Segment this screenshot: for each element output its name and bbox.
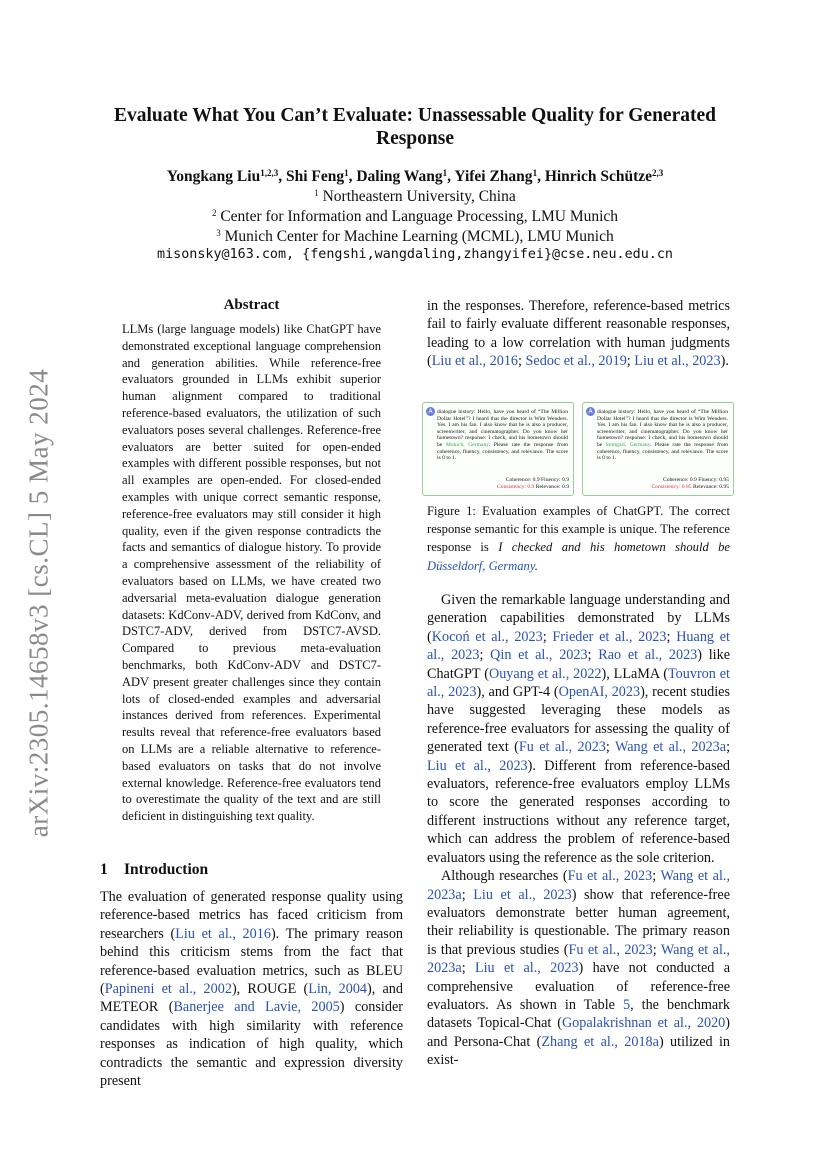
author-list: Yongkang Liu$^{1,2,3}$, Shi Feng$^1$, Daling Wang$^1$, Yifei Zhang$^1$, Hinrich Schütze$^{2,3}$ bbox=[166, 168, 664, 185]
figure-1-caption: Figure 1: Evaluation examples of ChatGPT. The correct response semantic for this example is unique. The reference response is I checked and his hometown should be Düsseldorf, Germany. bbox=[427, 504, 731, 573]
citation-link[interactable]: OpenAI, 2023 bbox=[558, 684, 641, 701]
abstract-heading: Abstract bbox=[223, 297, 280, 313]
intro-paragraph-1-continued: in the responses. Therefore, reference-based metrics fail to fairly evaluate different reasonable responses, leading to a low correlation with human judgments (Liu et al., 2016; Sedoc et al., 2019; Liu et al., 2023). bbox=[427, 298, 730, 370]
citation-link[interactable]: Liu et al., 2023 bbox=[473, 886, 572, 903]
affiliation-3: $^3$ Munich Center for Machine Learning (MCML), LMU Munich bbox=[216, 228, 614, 245]
panel-text: dialogue history: Hello, have you heard of “The Million Dollar Hotel”? I heard that the director is Wim Wenders. Yes. I am his fan. I also know that he is also a producer, screenwriter, and cinematographer. Do you know her hometown? response: I check, and his hometown should be Stuttgart, Germany. Please rate the response from coherence, fluency, consistency, and relevance. The score is 0 to 1. bbox=[597, 409, 728, 462]
citation-link[interactable]: Wang et al., 2023a bbox=[427, 941, 731, 977]
intro-paragraph-1: The evaluation of generated response quality using reference-based metrics has faced criticism from researchers (Liu et al., 2016). The primary reason behind this criticism stems from the fact that reference-based evaluation metrics, such as BLEU (Papineni et al., 2002), ROUGE (Lin, 2004), and METEOR (Banerjee and Lavie, 2005) consider candidates with high similarity with reference responses as indication of high quality, which contradicts the semantic and expression diversity present bbox=[100, 889, 404, 1090]
author-name: Yongkang Liu bbox=[166, 168, 261, 185]
citation-link[interactable]: Ouyang et al., 2022 bbox=[488, 665, 602, 682]
citation-link[interactable]: Rao et al., 2023 bbox=[598, 647, 698, 664]
citation-link[interactable]: Kocoń et al., 2023 bbox=[431, 628, 543, 645]
citation-link[interactable]: Qin et al., 2023 bbox=[490, 647, 588, 664]
abstract-body: LLMs (large language models) like ChatGPT have demonstrated exceptional language comprehension and generation abilities. While reference-free evaluators grounded in LLMs exhibit superior human alignment compared to traditional reference-based evaluators, the utilization of such evaluators poses several challenges. Reference-free evaluators are better suited for open-ended examples with different possible responses, but not all examples are open-ended. For closed-ended examples with unique correct semantic response, reference-free evaluators may still consider it high quality, even if the given response contradicts the facts and semantics of dialogue history. To provide a comprehensive assessment of the reliability of evaluators based on LLMs, we have created two adversarial meta-evaluation dialogue generation datasets: KdConv-ADV, derived from KdConv, and DSTC7-ADV, derived from DSTC7-AVSD. Compared to previous meta-evaluation benchmarks, both KdConv-ADV and DSTC7-ADV present greater challenges since they contain lots of closed-ended examples and adversarial instances derived from references. Experimental results reveal that reference-free evaluators based on LLMs are a reliable alternative to reference-based evaluators on tasks that do not involve external knowledge. Reference-free evaluators tend to overestimate the quality of the text and are still deficient in distinguishing text quality. bbox=[122, 322, 381, 824]
arxiv-sidebar-stamp bbox=[24, 365, 54, 840]
arxiv-id: arXiv:2305.14658v3 [cs.CL] 5 May 2024 bbox=[23, 368, 54, 837]
affiliation-1: $^1$ Northeastern University, China bbox=[314, 188, 516, 205]
citation-link[interactable]: Lin, 2004 bbox=[308, 981, 368, 998]
author-name: Shi Feng bbox=[285, 168, 345, 185]
citation-link[interactable]: Banerjee and Lavie, 2005 bbox=[173, 999, 340, 1016]
panel-scores: Coherence: 0.9 Fluency: 0.95 Consistency: 0.85 Relevance: 0.95 bbox=[651, 477, 729, 490]
citation-link[interactable]: Wang et al., 2023a bbox=[614, 739, 727, 756]
author-affiliation-mark: 2,3 bbox=[652, 168, 664, 178]
intro-paragraph-3: Although researches (Fu et al., 2023; Wang et al., 2023a; Liu et al., 2023) show that reference-free evaluators demonstrate better human agreement, their reliability is questionable. The primary reason is that previous studies (Fu et al., 2023; Wang et al., 2023a; Liu et al., 2023) have not conducted a comprehensive evaluation of reference-free evaluators. As shown in Table 5, the benchmark datasets Topical-Chat (Gopalakrishnan et al., 2020) and Persona-Chat (Zhang et al., 2018a) utilized in exist- bbox=[427, 868, 731, 1069]
citation-link[interactable]: Sedoc et al., 2019 bbox=[525, 353, 627, 370]
citation-link[interactable]: Fu et al., 2023 bbox=[518, 739, 606, 756]
citation-link[interactable]: Gopalakrishnan et al., 2020 bbox=[561, 1015, 726, 1032]
author-name: Hinrich Schütze bbox=[544, 168, 653, 185]
citation-link[interactable]: Fu et al., 2023 bbox=[568, 941, 653, 958]
citation-link[interactable]: Liu et al., 2023 bbox=[474, 960, 579, 977]
figure-1 bbox=[422, 402, 734, 495]
intro-paragraph-2: Given the remarkable language understanding and generation capabilities demonstrated by LLMs (Kocoń et al., 2023; Frieder et al., 2023; Huang et al., 2023; Qin et al., 2023; Rao et al., 2023) like ChatGPT (Ouyang et al., 2022), LLaMA (Touvron et al., 2023), and GPT-4 (OpenAI, 2023), recent studies have suggested leveraging these models as reference-free evaluators for assessing the quality of generated text (Fu et al., 2023; Wang et al., 2023a; Liu et al., 2023). Different from reference-based evaluators, reference-free evaluators employ LLMs to score the generated responses according to different instructions without any reference target, which can address the problem of reference-based evaluators using the reference as the sole criterion. bbox=[427, 592, 731, 866]
figure-panel-left bbox=[422, 402, 574, 496]
citation-link[interactable]: 5 bbox=[623, 996, 631, 1013]
author-affiliation-mark: 1 bbox=[344, 168, 349, 178]
citation-link[interactable]: Liu et al., 2016 bbox=[431, 353, 519, 370]
intro-body-right bbox=[427, 591, 730, 1070]
panel-scores: Coherence: 0.9 Fluency: 0.9 Consistency: 0.9 Relevance: 0.9 bbox=[497, 477, 569, 490]
citation-link[interactable]: Papineni et al., 2002 bbox=[104, 981, 232, 998]
citation-link[interactable]: Fu et al., 2023 bbox=[567, 868, 653, 885]
section-number: 1 bbox=[100, 861, 108, 878]
author-emails: misonsky@163.com, {fengshi,wangdaling,zhangyifei}@cse.neu.edu.cn bbox=[157, 247, 673, 262]
paper-title: Evaluate What You Can’t Evaluate: Unassessable Quality for Generated Response bbox=[114, 105, 716, 149]
citation-link[interactable]: Touvron et al., 2023 bbox=[427, 665, 730, 701]
section-heading-introduction bbox=[100, 861, 208, 879]
author-affiliation-mark: 1,2,3 bbox=[260, 168, 279, 178]
citation-link[interactable]: Liu et al., 2016 bbox=[175, 925, 271, 942]
panel-text: dialogue history: Hello, have you heard of “The Million Dollar Hotel”? I heard that the director is Wim Wenders. Yes. I am his fan. I also know that he is also a producer, screenwriter, and cinematographer. Do you know her hometown? response: I check, and his hometown should be Munich, Germany. Please rate the response from coherence, fluency, consistency, and relevance. The score is 0 to 1. bbox=[437, 409, 568, 462]
author-name: Yifei Zhang bbox=[454, 168, 533, 185]
citation-link[interactable]: Zhang et al., 2018a bbox=[541, 1033, 659, 1050]
citation-link[interactable]: Liu et al., 2023 bbox=[427, 757, 528, 774]
citation-link[interactable]: Liu et al., 2023 bbox=[634, 353, 721, 370]
figure-panel-right bbox=[582, 402, 734, 496]
author-affiliation-mark: 1 bbox=[532, 168, 538, 178]
author-affiliation-mark: 1 bbox=[442, 168, 448, 178]
author-name: Daling Wang bbox=[356, 168, 443, 185]
user-avatar-icon: A bbox=[586, 407, 595, 416]
user-avatar-icon: A bbox=[426, 407, 435, 416]
section-title: Introduction bbox=[124, 861, 209, 878]
affiliation-2: $^2$ Center for Information and Language Processing, LMU Munich bbox=[211, 208, 619, 225]
caption-link[interactable]: Düsseldorf, Germany bbox=[427, 558, 535, 573]
citation-link[interactable]: Frieder et al., 2023 bbox=[552, 628, 667, 645]
citation-link[interactable]: Huang et al., 2023 bbox=[427, 628, 730, 664]
citation-link[interactable]: Wang et al., 2023a bbox=[427, 868, 731, 903]
